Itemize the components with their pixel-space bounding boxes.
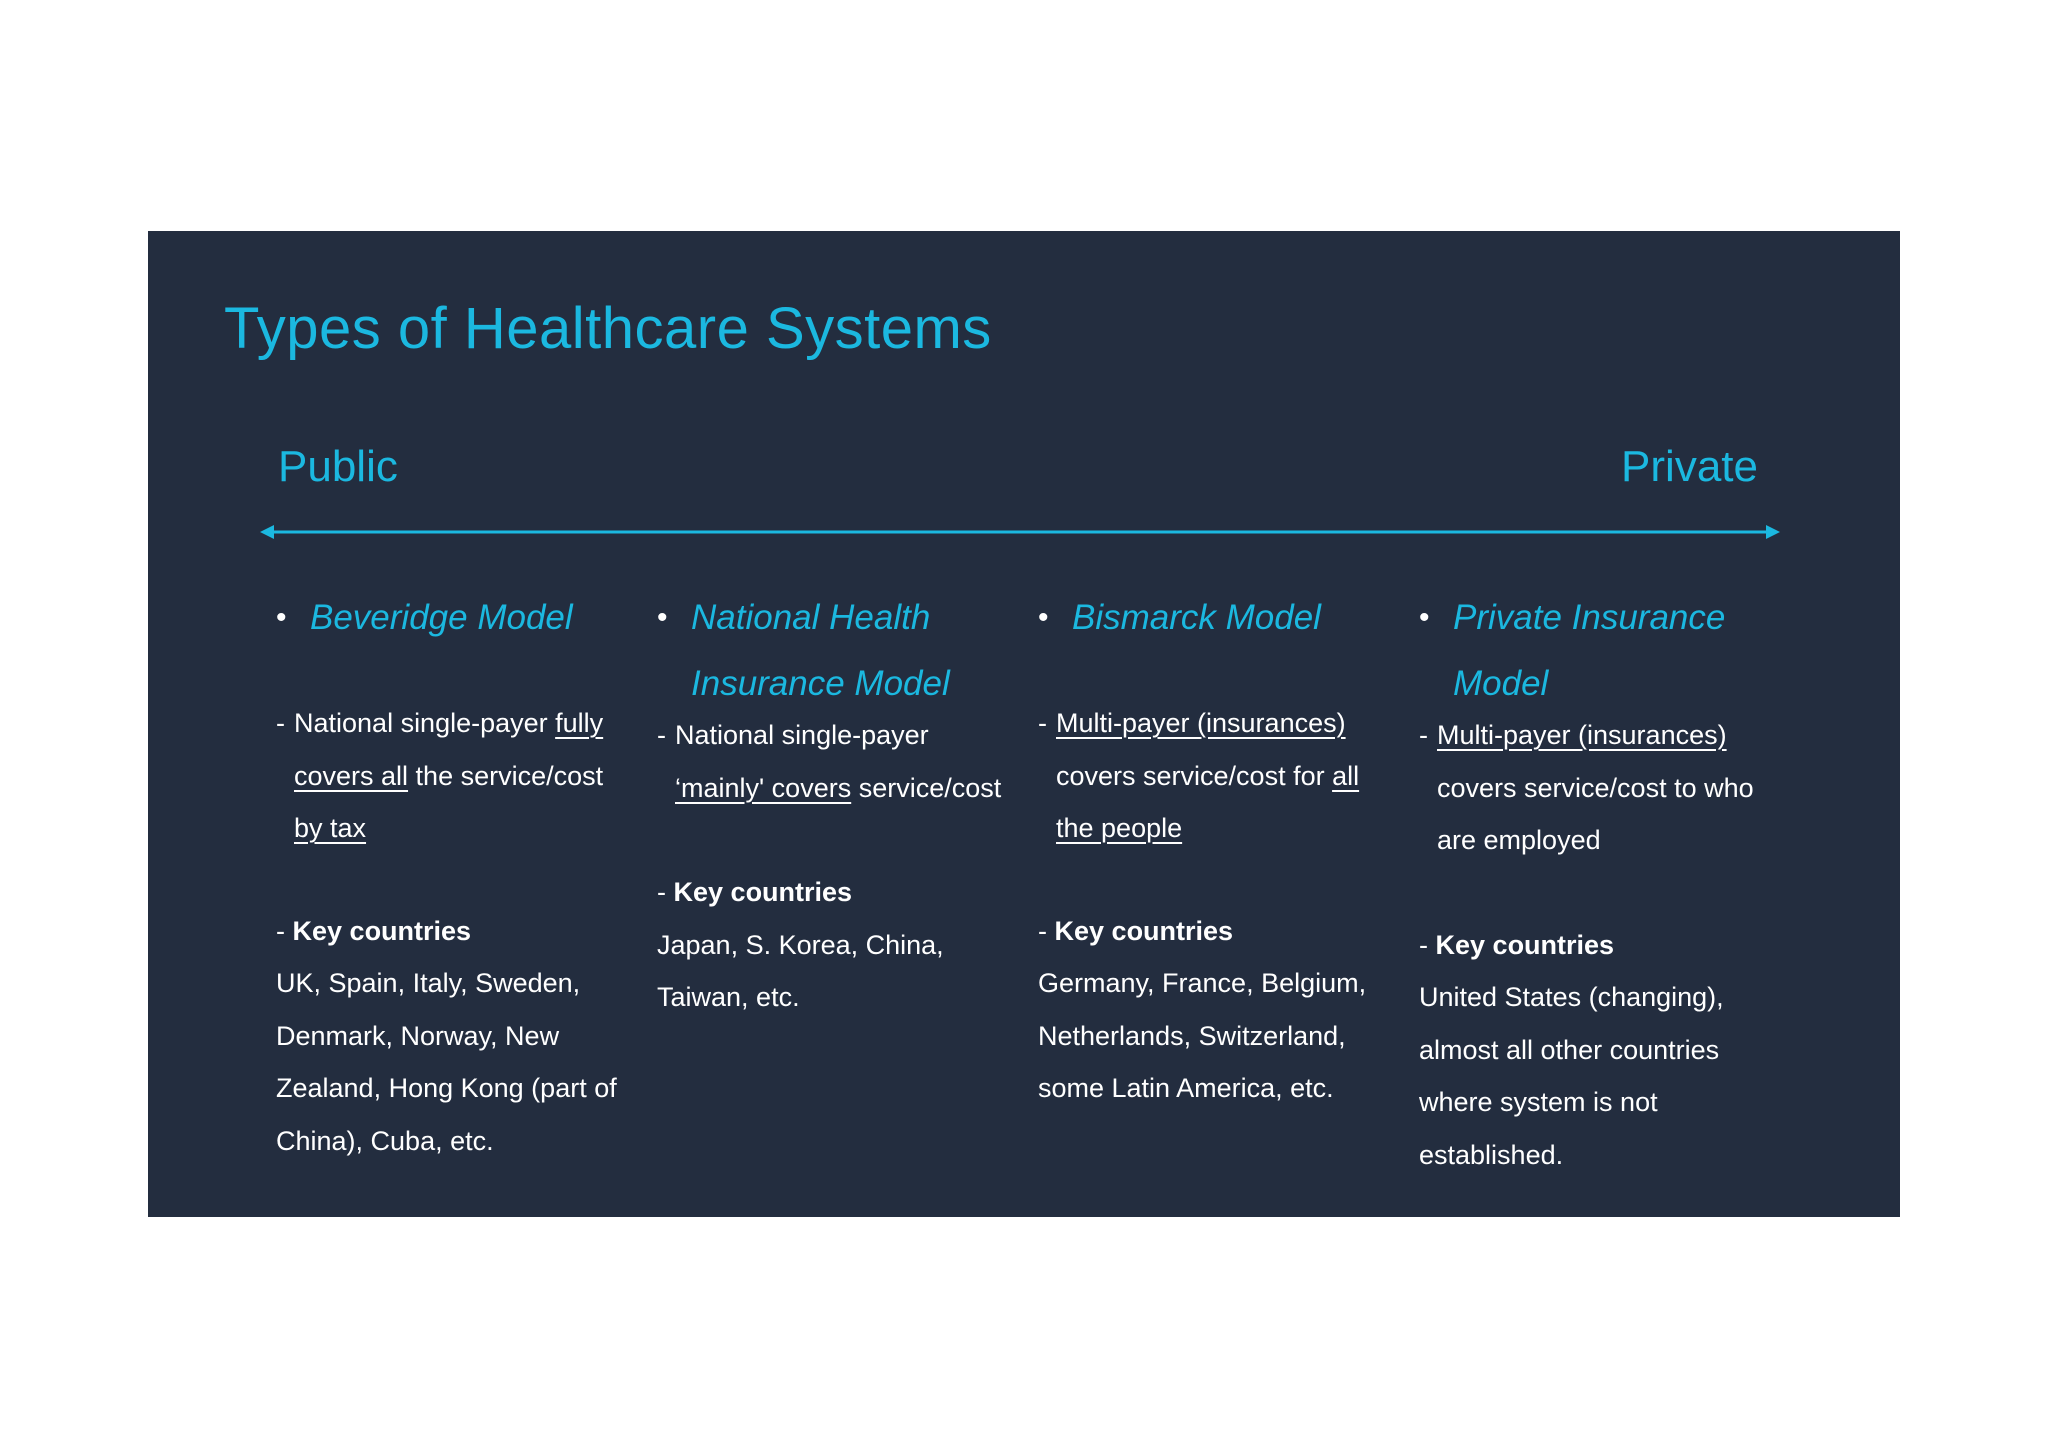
bullet-icon: • (657, 601, 668, 634)
key-countries (657, 866, 1017, 1024)
dash-marker: - (1038, 708, 1047, 738)
description-text: covers service/cost for (1056, 760, 1333, 791)
description-text: service/cost (851, 772, 1002, 803)
model-column-bismarck (1038, 585, 1398, 1115)
countries-list: Germany, France, Belgium, Netherlands, Switzerland, some Latin America, etc. (1038, 968, 1367, 1103)
description-emphasis: by tax (294, 813, 367, 843)
bullet-icon: • (1419, 601, 1430, 634)
model-heading-text: Beveridge Model (310, 598, 573, 637)
model-heading-text: National Health Insurance Model (691, 598, 950, 703)
model-heading (1419, 585, 1779, 717)
slide (148, 231, 1900, 1217)
spectrum-label-public: Public (278, 442, 398, 491)
description-text: the service/cost (408, 760, 604, 791)
dash-marker: - (276, 915, 285, 946)
model-description (276, 697, 636, 855)
model-heading (276, 585, 636, 651)
key-countries-label: Key countries (292, 915, 472, 946)
key-countries (276, 905, 636, 1168)
description-emphasis: Multi-payer (insurances) (1056, 708, 1346, 738)
countries-list: Japan, S. Korea, China, Taiwan, etc. (657, 929, 944, 1012)
key-countries (1038, 905, 1398, 1115)
model-column-beveridge (276, 585, 636, 1167)
bullet-icon: • (1038, 601, 1049, 634)
dash-marker: - (276, 708, 285, 738)
double-arrow-icon (260, 521, 1780, 543)
model-column-private-insurance (1419, 585, 1779, 1181)
key-countries-label: Key countries (1435, 929, 1615, 960)
model-heading (1038, 585, 1398, 651)
description-text: National single-payer (294, 708, 556, 738)
dash-marker: - (1419, 720, 1428, 750)
description-emphasis: Multi-payer (insurances) (1437, 720, 1727, 750)
key-countries (1419, 919, 1779, 1182)
dash-marker: - (657, 720, 666, 750)
model-description (1038, 697, 1398, 855)
dash-marker: - (1038, 915, 1047, 946)
model-description (1419, 709, 1779, 867)
model-description (657, 709, 1017, 814)
countries-list: UK, Spain, Italy, Sweden, Denmark, Norway, New Zealand, Hong Kong (part of China), Cuba, etc. (276, 968, 617, 1156)
dash-marker: - (657, 877, 666, 907)
description-emphasis: fully covers all (294, 708, 604, 791)
model-heading-text: Bismarck Model (1072, 598, 1321, 637)
countries-list: United States (changing), almost all other countries where system is not established. (1419, 982, 1724, 1170)
model-heading-text: Private Insurance Model (1453, 598, 1726, 703)
key-countries-label: Key countries (673, 877, 853, 907)
description-emphasis: ‘mainly' covers (675, 772, 852, 803)
model-heading (657, 585, 1017, 717)
key-countries-label: Key countries (1054, 915, 1234, 946)
slide-title: Types of Healthcare Systems (224, 296, 992, 361)
model-column-national-health-insurance (657, 585, 1017, 1024)
dash-marker: - (1419, 929, 1428, 960)
description-text: covers service/cost to who are employed (1437, 772, 1754, 855)
description-text: National single-payer (675, 720, 929, 750)
spectrum-label-private: Private (1621, 442, 1758, 491)
bullet-icon: • (276, 601, 287, 634)
description-emphasis: all the people (1056, 760, 1360, 843)
